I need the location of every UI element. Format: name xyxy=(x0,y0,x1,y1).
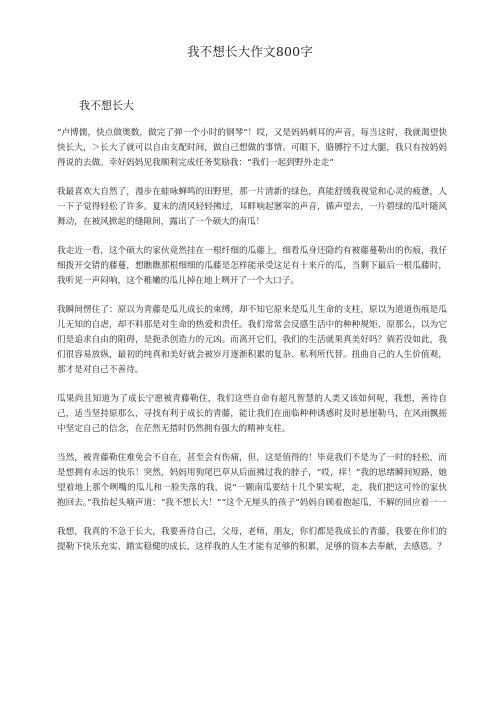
essay-paragraph: 当然，被青藤勒住难免会不自在，甚至会有伤痛，但，这是值得的！毕竟我们不是为了一时的轻松，而是想拥有永远的快乐！突然，妈妈用狗尾巴草从后面拂过我的脖子，“哎，痒！”我的思绪瞬间短路，她望着地上那个咧嘴的瓜儿和一脸失落的我，说“一颗南瓜要结十几个果实呢，走，我们把这可怜的家伙抱回去。”我抬起头喃声道：“我不想长大！”“这个无厘头的孩子”妈妈自顾着抱起瓜，不解的回应着一一 xyxy=(57,453,447,508)
essay-paragraph: 瓜果尚且知道为了成长宁愿被青藤勒住，我们这些自命有超凡智慧的人类又该如何呢，我想，善待自己，适当坚持原那么，寻找有利于成长的青藤，能让我们在面临种种诱惑时及时悬崖勒马，在风雨飘摇中坚定自己的信念，在茫然无措时仍然拥有强大的精神支柱。 xyxy=(57,394,447,434)
essay-paragraph: 我走近一看，这个硕大的家伙竟然挂在一根纤细的瓜藤上，细看瓜身还隐约有被藤蔓勒出的伤痕，我仔细拨开交错的藤蔓，想瞧瞧那根细细的瓜藤是怎样能承受这足有十来斤的瓜，当剩下最后一根瓜藤时，我听见一声闷响，这个稚嫩的瓜儿掉在地上咧开了一个大口子。 xyxy=(57,246,447,286)
essay-paragraph: 我最喜欢大自然了，漫步在蛙咏蝉鸣的田野里，那一片清新的绿色，真能舒缓我视觉和心灵的疲惫，人一下子觉得轻松了许多。夏末的清风轻轻拂过，耳畔响起窸窣的声音，循声望去，一片碧绿的瓜叶随风舞动，在被风掀起的缝隙间，露出了一个硕大的南瓜！ xyxy=(57,187,447,227)
essay-heading: 我不想长大 xyxy=(79,99,134,112)
essay-paragraph: 我瞬间愣住了：原以为青藤是瓜儿成长的束缚，却不知它原来是瓜儿生命的支柱，原以为道道伤痕是瓜儿无知的自虐，却不料那是对生命的热爱和责任。我们常常会反感生活中的种种规矩、原那么，以为它们是追求自由的阻碍，是扼杀创造力的元凶。而离开它们，我们的生活就果真美好吗？倘若没如此，我们很容易放纵，最初的纯真和美好就会被岁月逐渐积累的复杂、私利所代替。扭曲自己的人生价值观，那才是对自己不善待。 xyxy=(57,305,447,375)
essay-paragraph: 我想，我真的不急于长大，我要善待自己，父母，老师，朋友，你们都是我成长的青藤，我要在你们的提勒下快乐充实、踏实稳健的成长，这样我的人生才能有足够的积累，足够的资本去奉献，去感恩。？ xyxy=(57,527,447,552)
essay-body xyxy=(57,126,447,569)
document-title: 我不想长大作文800字 xyxy=(186,44,314,59)
essay-paragraph: “卢博儒，快点做奥数，做完了弹一个小时的钢琴”！哎，又是妈妈刺耳的声音，每当这时，我就渴望快快长大，＞长大了就可以自由支配时间，做自己想做的事情。可眼下，胳膊拧不过大腿，我只有按妈妈得说的去做。幸好妈妈见我顺利完成任务奖励我：“我们一起到野外走走” xyxy=(57,128,447,168)
